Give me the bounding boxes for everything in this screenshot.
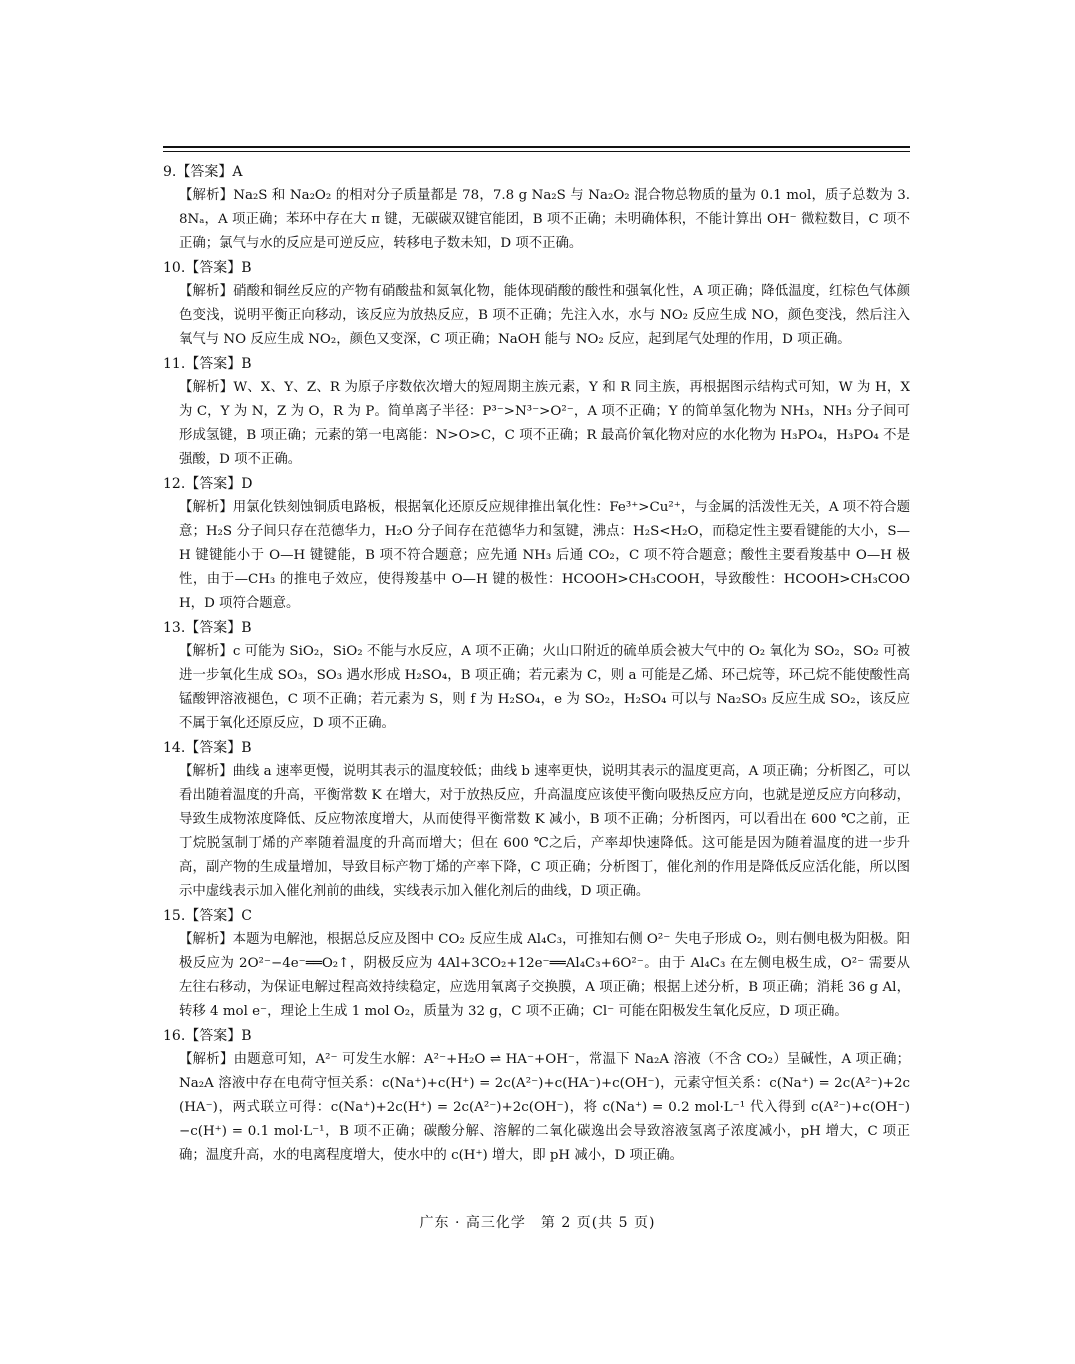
explanation: 【解析】由题意可知，A²⁻ 可发生水解：A²⁻+H₂O ⇌ HA⁻+OH⁻，常温下 Na₂A 溶液（不含 CO₂）呈碱性，A 项正确；Na₂A 溶液中存在电荷守恒关系：c(Na⁺)+c(H⁺) = 2c(A²⁻)+c(HA⁻)+c(OH⁻)，元素守恒关系：c(Na⁺) = 2c(A²⁻)+2c(HA⁻)，两式联立可得：c(Na⁺)+2c(H⁺) = 2c(A²⁻)+2c(OH⁻)，将 c(Na⁺) = 0.2 mol·L⁻¹ 代入得到 c(A²⁻)+c(OH⁻)−c(H⁺) = 0.1 mol·L⁻¹，B 项不正确；碳酸分解、溶解的二氧化碳逸出会导致溶液氢离子浓度减小，pH 增大，C 项正确；温度升高，水的电离程度增大，使水中的 c(H⁺) 增大，即 pH 减小，D 项正确。 [179, 1052, 910, 1163]
explanation: 【解析】用氯化铁刻蚀铜质电路板，根据氧化还原反应规律推出氧化性：Fe³⁺>Cu²⁺，与金属的活泼性无关，A 项不符合题意；H₂S 分子间只存在范德华力，H₂O 分子间存在范德华力和氢键，沸点：H₂S<H₂O，而稳定性主要看键能的大小，S—H 键键能小于 O—H 键键能，B 项不符合题意；应先通 NH₃ 后通 CO₂，C 项不符合题意；酸性主要看羧基中 O—H 极性，由于—CH₃ 的推电子效应，使得羧基中 O—H 键的极性：HCOOH>CH₃COOH，导致酸性：HCOOH>CH₃COOH，D 项符合题意。 [179, 500, 910, 611]
question-12 [163, 472, 910, 616]
question-10 [163, 256, 910, 352]
answer-line: 16.【答案】B [163, 1028, 252, 1044]
question-16 [163, 1024, 910, 1168]
explanation: 【解析】硝酸和铜丝反应的产物有硝酸盐和氮氧化物，能体现硝酸的酸性和强氧化性，A 项正确；降低温度，红棕色气体颜色变浅，说明平衡正向移动，该反应为放热反应，B 项不正确；先注入水，水与 NO₂ 反应生成 NO，颜色变浅，然后注入氧气与 NO 反应生成 NO₂，颜色又变深，C 项正确；NaOH 能与 NO₂ 反应，起到尾气处理的作用，D 项正确。 [179, 284, 910, 347]
answer-line: 12.【答案】D [163, 476, 253, 492]
page-footer: 广东 · 高三化学 第 2 页(共 5 页) [419, 1215, 656, 1231]
answer-key-content [163, 160, 910, 1168]
explanation: 【解析】Na₂S 和 Na₂O₂ 的相对分子质量都是 78，7.8 g Na₂S 与 Na₂O₂ 混合物总物质的量为 0.1 mol，质子总数为 3.8Nₐ，A 项正确；苯环中存在大 π 键，无碳碳双键官能团，B 项不正确；未明确体积，不能计算出 OH⁻ 微粒数目，C 项不正确；氯气与水的反应是可逆反应，转移电子数未知，D 项不正确。 [179, 188, 910, 251]
question-15 [163, 904, 910, 1024]
explanation: 【解析】c 可能为 SiO₂，SiO₂ 不能与水反应，A 项不正确；火山口附近的硫单质会被大气中的 O₂ 氧化为 SO₂，SO₂ 可被进一步氧化生成 SO₃，SO₃ 遇水形成 H₂SO₄，B 项正确；若元素为 C，则 a 可能是乙烯、环己烷等，环己烷不能使酸性高锰酸钾溶液褪色，C 项不正确；若元素为 S，则 f 为 H₂SO₄，e 为 SO₂，H₂SO₄ 可以与 Na₂SO₃ 反应生成 SO₂，该反应不属于氧化还原反应，D 项不正确。 [179, 644, 910, 731]
answer-line: 13.【答案】B [163, 620, 252, 636]
answer-line: 10.【答案】B [163, 260, 252, 276]
header-rule-thin [163, 151, 910, 152]
explanation: 【解析】W、X、Y、Z、R 为原子序数依次增大的短周期主族元素，Y 和 R 同主族，再根据图示结构式可知，W 为 H，X 为 C，Y 为 N，Z 为 O，R 为 P。简单离子半径：P³⁻>N³⁻>O²⁻，A 项不正确；Y 的简单氢化物为 NH₃，NH₃ 分子间可形成氢键，B 项正确；元素的第一电离能：N>O>C，C 项不正确；R 最高价氧化物对应的水化物为 H₃PO₄，H₃PO₄ 不是强酸，D 项不正确。 [179, 380, 910, 467]
explanation: 【解析】本题为电解池，根据总反应及图中 CO₂ 反应生成 Al₄C₃，可推知右侧 O²⁻ 失电子形成 O₂，则右侧电极为阳极。阳极反应为 2O²⁻−4e⁻══O₂↑，阴极反应为 4Al+3CO₂+12e⁻══Al₄C₃+6O²⁻。由于 Al₄C₃ 在左侧电极生成，O²⁻ 需要从左往右移动，为保证电解过程高效持续稳定，应选用氧离子交换膜，A 项正确；根据上述分析，B 项正确；消耗 36 g Al，转移 4 mol e⁻，理论上生成 1 mol O₂，质量为 32 g，C 项不正确；Cl⁻ 可能在阳极发生氧化反应，D 项正确。 [179, 932, 910, 1019]
answer-line: 14.【答案】B [163, 740, 252, 756]
header-rule-thick [163, 146, 910, 148]
answer-line: 11.【答案】B [163, 356, 252, 372]
question-13 [163, 616, 910, 736]
question-9 [163, 160, 910, 256]
explanation: 【解析】曲线 a 速率更慢，说明其表示的温度较低；曲线 b 速率更快，说明其表示的温度更高，A 项正确；分析图乙，可以看出随着温度的升高，平衡常数 K 在增大，对于放热反应，升高温度应该使平衡向吸热反应方向，也就是逆反应方向移动，导致生成物浓度降低、反应物浓度增大，从而使得平衡常数 K 减小，B 项不正确；分析图丙，可以看出在 600 ℃之前，正丁烷脱氢制丁烯的产率随着温度的升高而增大；但在 600 ℃之后，产率却快速降低。这可能是因为随着温度的进一步升高，副产物的生成量增加，导致目标产物丁烯的产率下降，C 项正确；分析图丁，催化剂的作用是降低反应活化能，所以图示中虚线表示加入催化剂前的曲线，实线表示加入催化剂后的曲线，D 项正确。 [179, 764, 910, 899]
question-11 [163, 352, 910, 472]
answer-line: 15.【答案】C [163, 908, 252, 924]
question-14 [163, 736, 910, 904]
answer-line: 9.【答案】A [163, 164, 243, 180]
